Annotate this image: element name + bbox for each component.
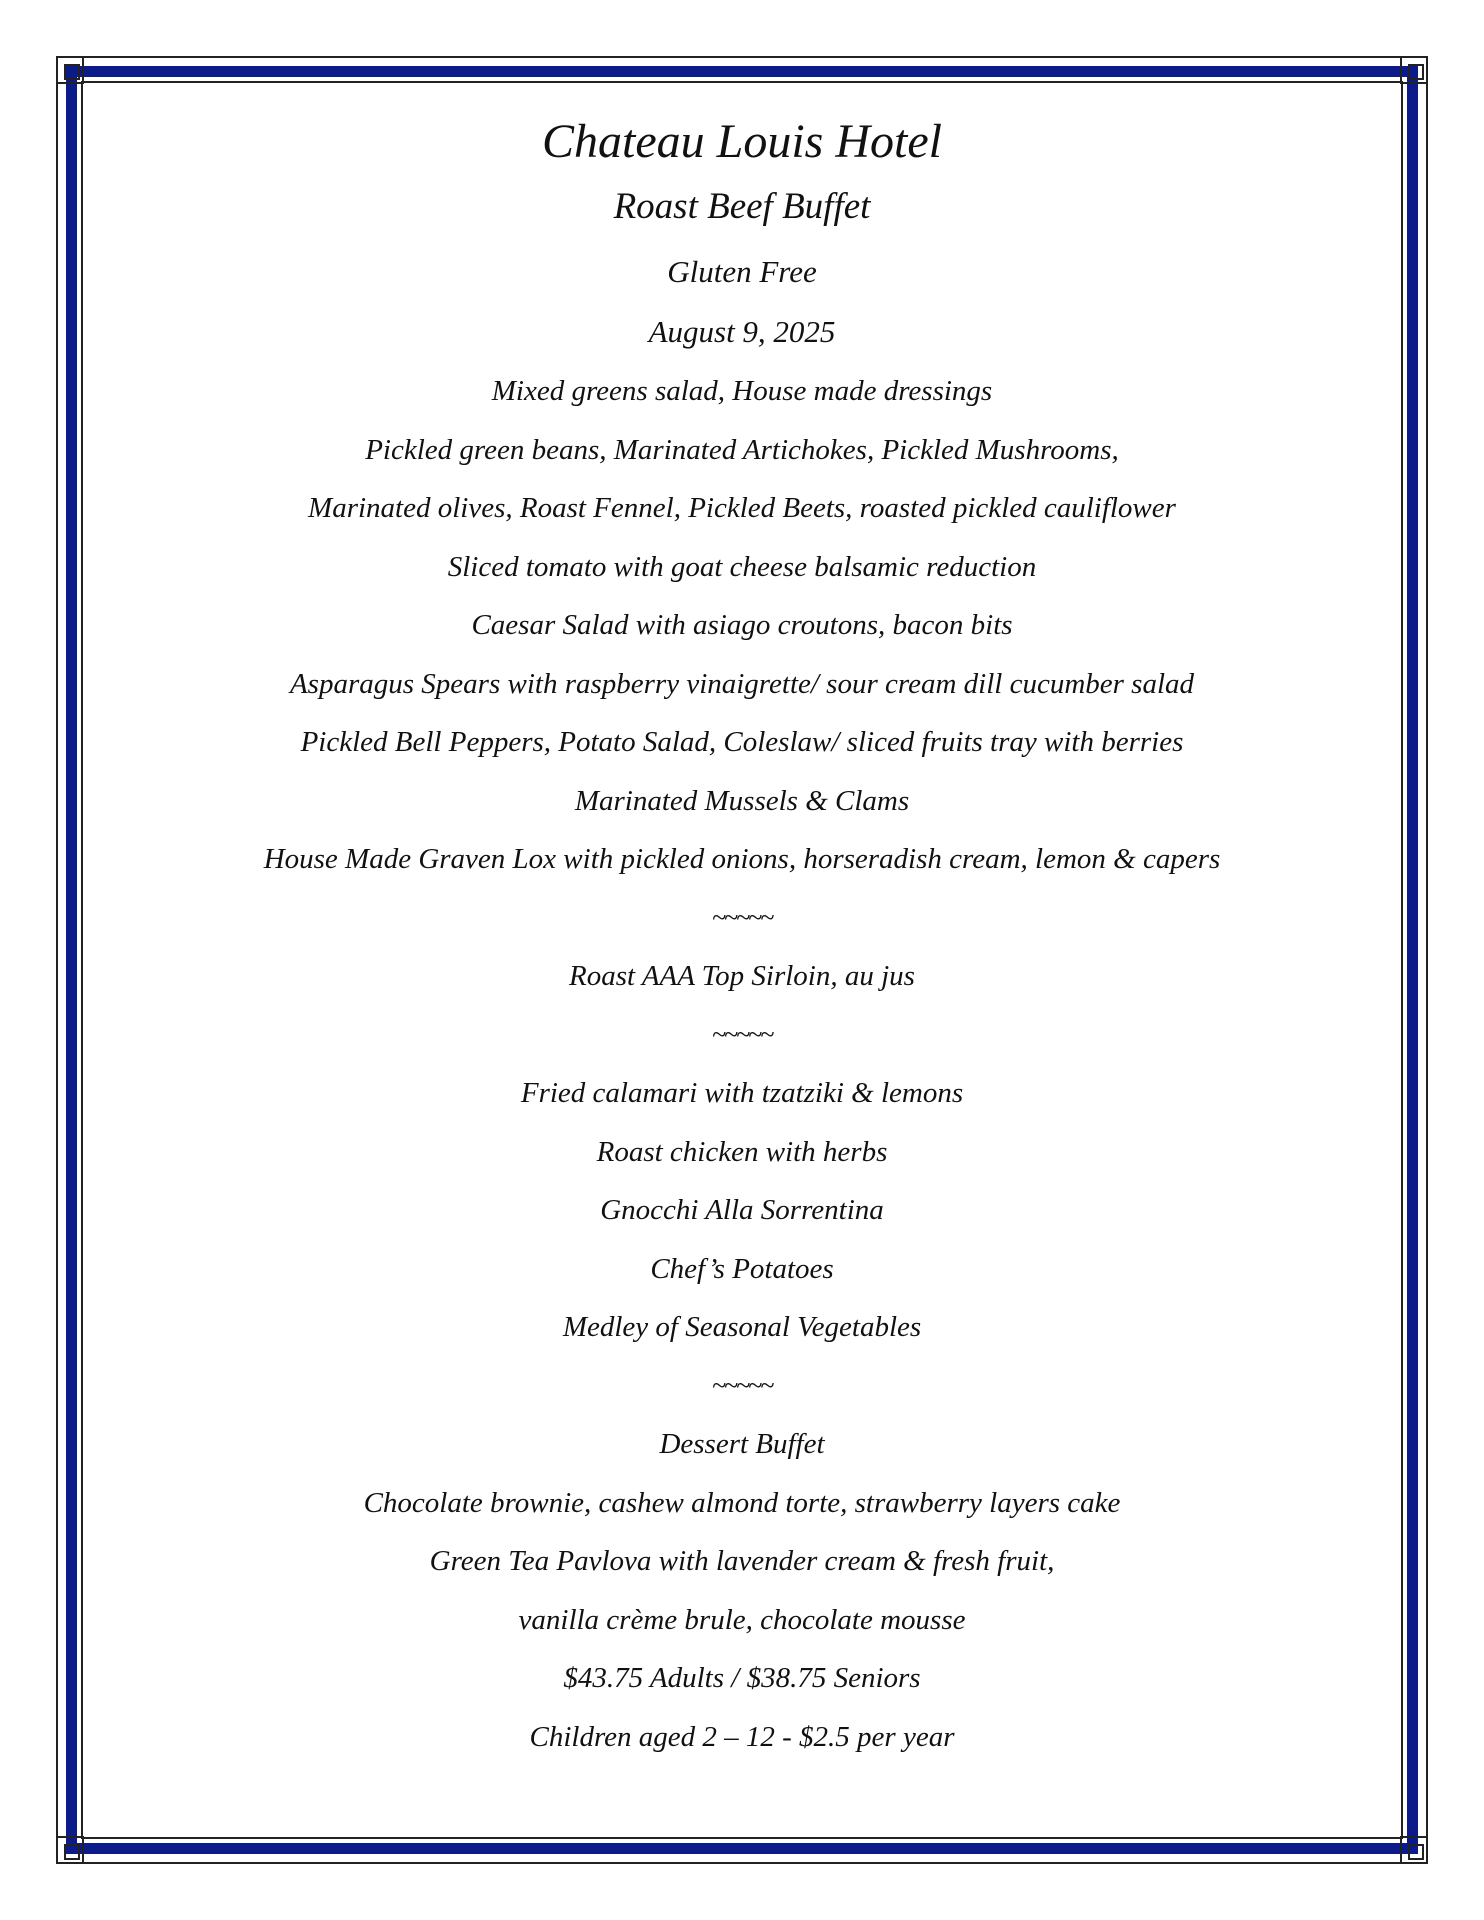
- list-item: Medley of Seasonal Vegetables: [562, 1311, 922, 1343]
- menu-date: August 9, 2025: [648, 314, 836, 349]
- hotel-name: Chateau Louis Hotel: [541, 115, 942, 168]
- section-separator: ~~~~~: [711, 1370, 773, 1400]
- dessert-heading: Dessert Buffet: [659, 1428, 825, 1460]
- menu-content: [100, 110, 1384, 1766]
- price-children: Children aged 2 – 12 - $2.5 per year: [529, 1720, 955, 1753]
- carvery-item: Roast AAA Top Sirloin, au jus: [569, 960, 915, 992]
- list-item: Pickled green beans, Marinated Artichokes, Pickled Mushrooms,: [365, 433, 1119, 466]
- list-item: Chef’s Potatoes: [650, 1252, 834, 1285]
- price-adults-seniors: $43.75 Adults / $38.75 Seniors: [563, 1662, 921, 1694]
- hot-items-list: [100, 1064, 1384, 1357]
- list-item: Asparagus Spears with raspberry vinaigrette/ sour cream dill cucumber salad: [289, 667, 1195, 700]
- list-item: Roast chicken with herbs: [596, 1135, 888, 1168]
- list-item: Caesar Salad with asiago croutons, bacon bits: [471, 609, 1013, 641]
- list-item: vanilla crème brule, chocolate mousse: [518, 1603, 966, 1636]
- list-item: Gnocchi Alla Sorrentina: [600, 1194, 884, 1226]
- list-item: Mixed greens salad, House made dressings: [491, 375, 993, 407]
- corner-ornament-bottom-right: [1400, 1836, 1428, 1864]
- corner-ornament-top-right: [1400, 56, 1428, 84]
- section-separator: ~~~~~: [711, 1019, 773, 1049]
- section-separator: ~~~~~: [711, 902, 773, 932]
- cold-items-list: [100, 362, 1384, 889]
- list-item: Chocolate brownie, cashew almond torte, strawberry layers cake: [363, 1486, 1121, 1519]
- menu-name: Roast Beef Buffet: [613, 186, 871, 227]
- list-item: Marinated olives, Roast Fennel, Pickled Beets, roasted pickled cauliflower: [308, 492, 1176, 524]
- list-item: Sliced tomato with goat cheese balsamic reduction: [447, 550, 1037, 583]
- list-item: Fried calamari with tzatziki & lemons: [520, 1077, 964, 1109]
- corner-ornament-bottom-left: [56, 1836, 84, 1864]
- list-item: House Made Graven Lox with pickled onions, horseradish cream, lemon & capers: [263, 843, 1221, 875]
- diet-label: Gluten Free: [667, 254, 817, 289]
- list-item: Marinated Mussels & Clams: [574, 784, 910, 817]
- dessert-section: [100, 1415, 1384, 1649]
- list-item: Pickled Bell Peppers, Potato Salad, Coleslaw/ sliced fruits tray with berries: [300, 726, 1184, 758]
- pricing-section: [100, 1649, 1384, 1766]
- corner-ornament-top-left: [56, 56, 84, 84]
- list-item: Green Tea Pavlova with lavender cream & fresh fruit,: [429, 1545, 1055, 1577]
